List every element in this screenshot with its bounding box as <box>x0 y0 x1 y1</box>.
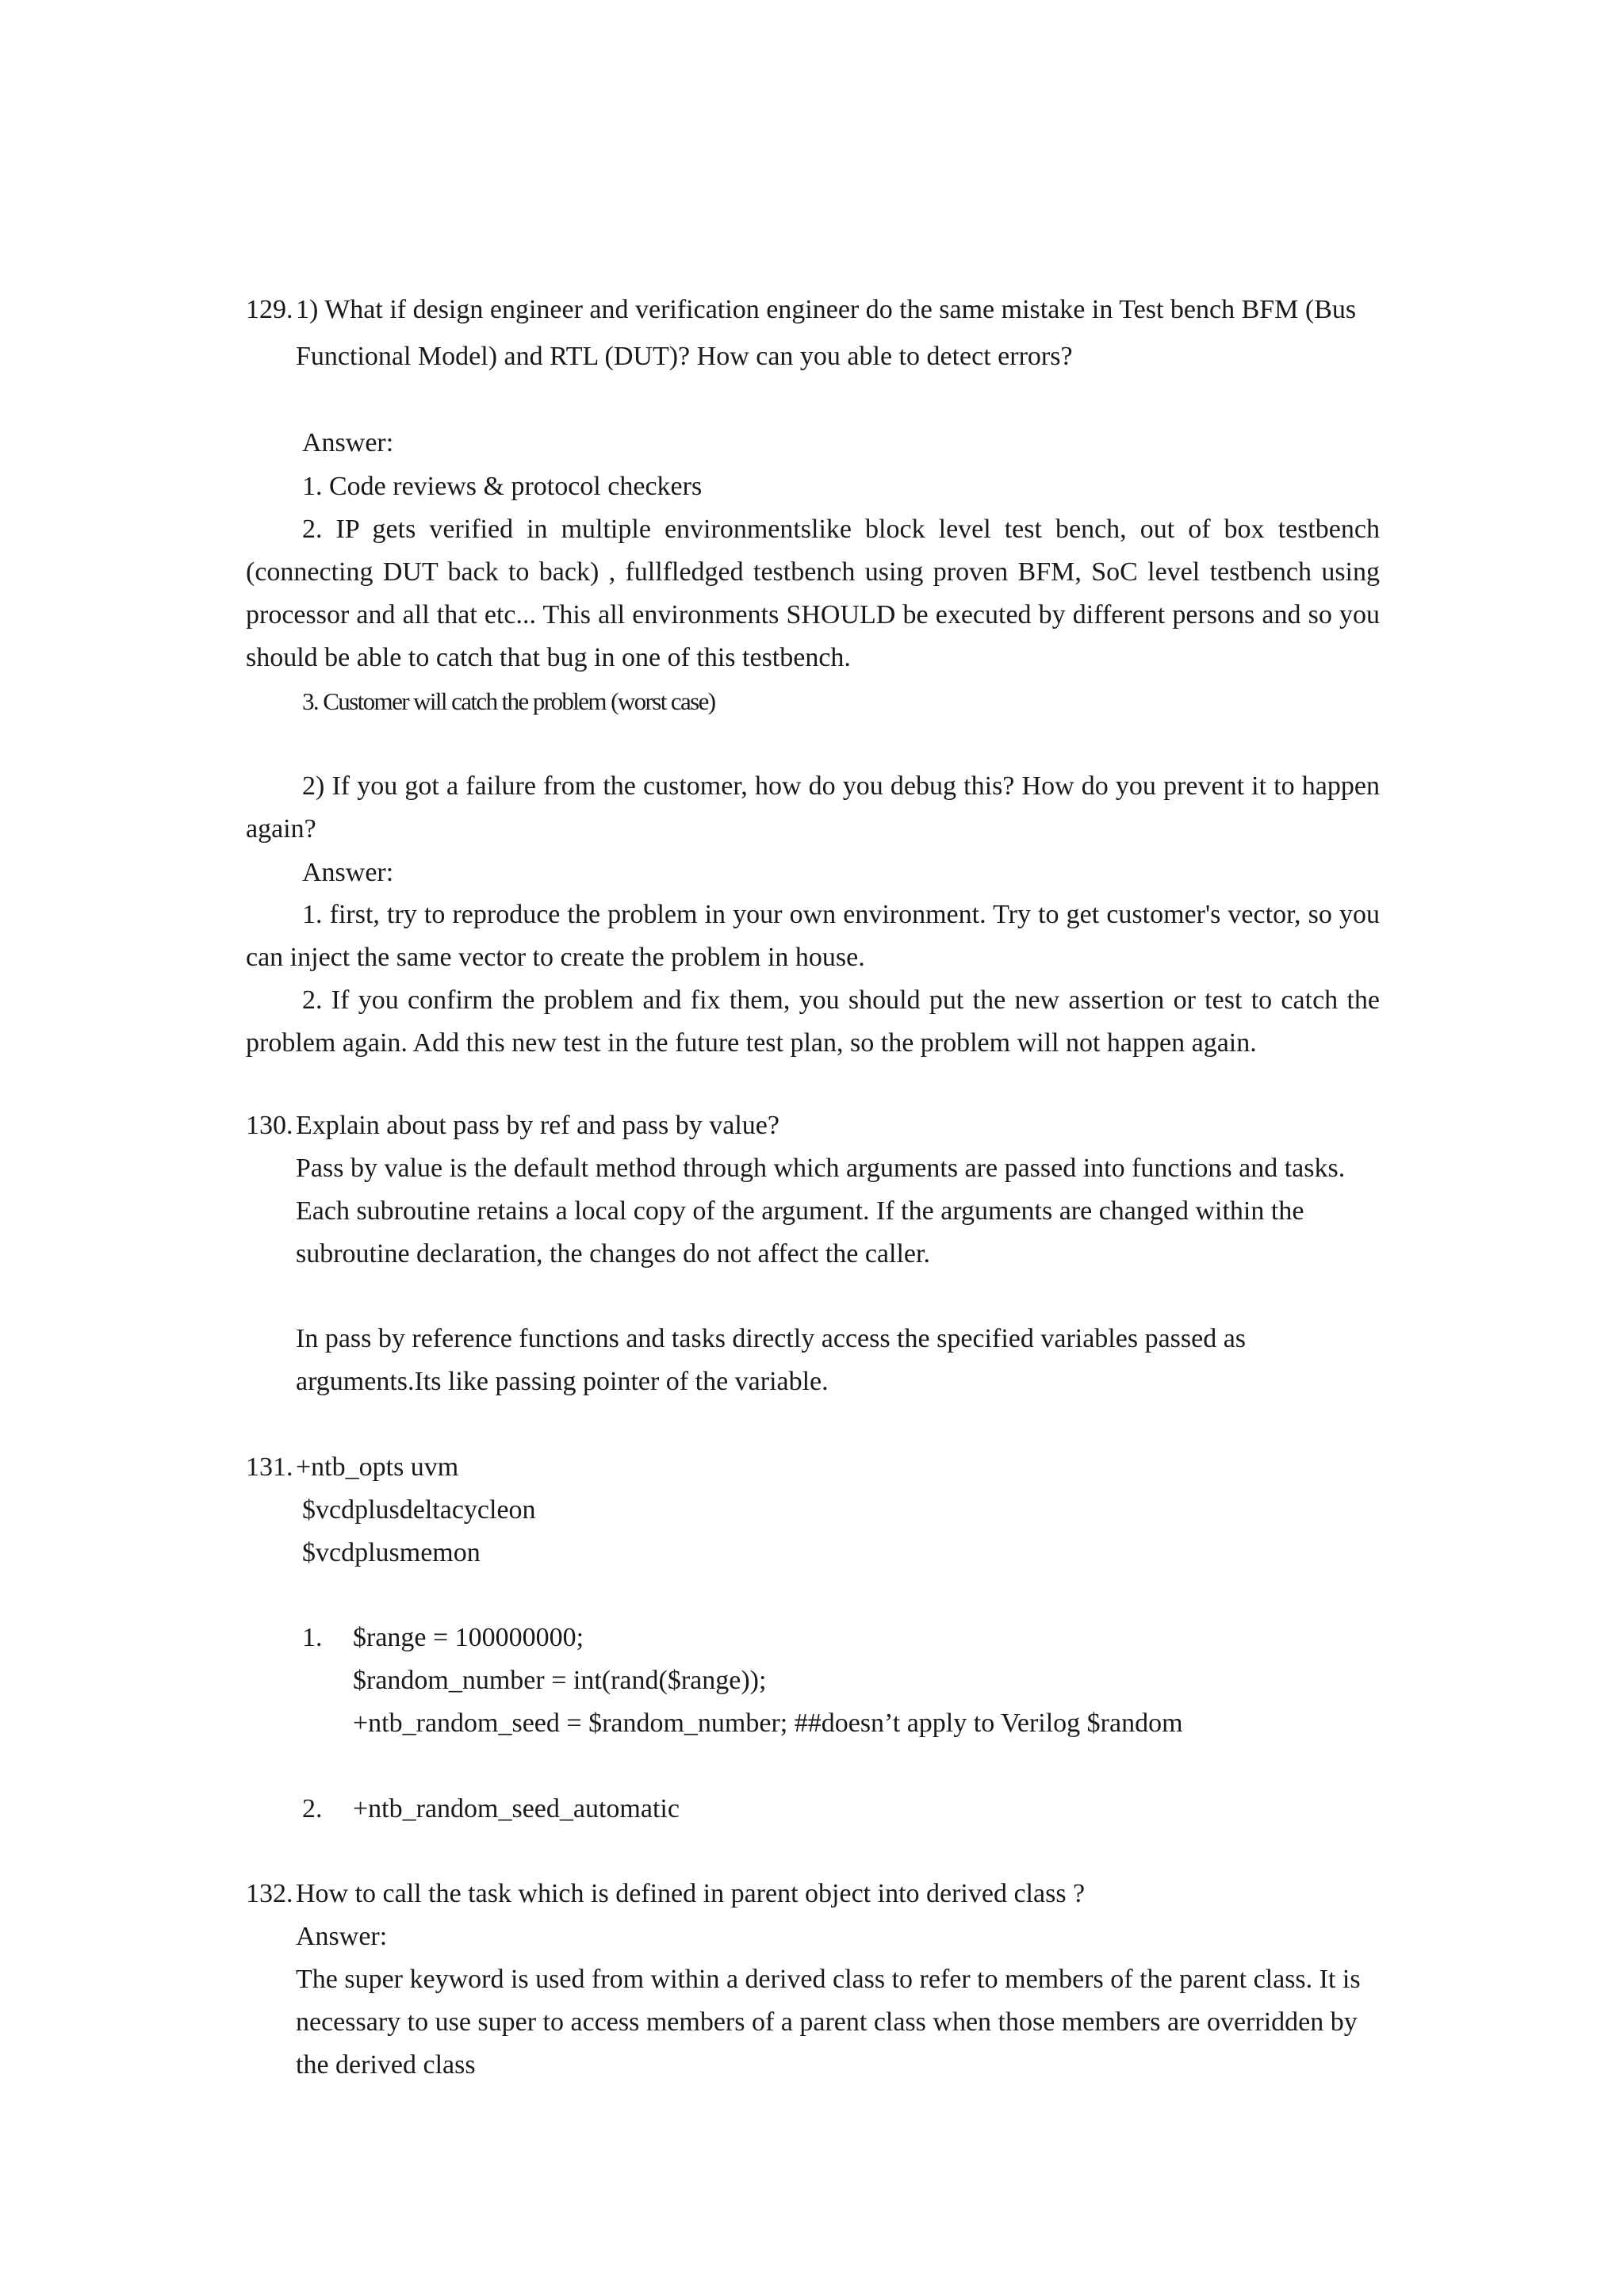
question-title: How to call the task which is defined in parent object into derived class ? <box>296 1879 1086 1908</box>
question-number: 129. <box>246 295 293 324</box>
question-number: 131. <box>246 1452 293 1482</box>
body-line-2: Each subroutine retains a local copy of the argument. If the arguments are changed within the <box>296 1196 1304 1226</box>
answer-line-1: The super keyword is used from within a derived class to refer to members of the parent class. It is <box>296 1965 1361 1994</box>
question-text-line1: 1) What if design engineer and verification engineer do the same mistake in Test bench BFM (Bus <box>296 295 1357 324</box>
part2-question: 2) If you got a failure from the customer, how do you debug this? How do you prevent it to happen again? <box>246 771 1380 844</box>
question-title: Explain about pass by ref and pass by value? <box>296 1111 779 1140</box>
answer-label: Answer: <box>296 1922 388 1951</box>
question-number: 132. <box>246 1879 293 1908</box>
code-line-2: $random_number = int(rand($range)); <box>353 1666 767 1695</box>
list-item-number: 2. <box>302 1794 323 1823</box>
body-line-1: Pass by value is the default method through which arguments are passed into functions and tasks. <box>296 1154 1346 1183</box>
code-line-1: $range = 100000000; <box>353 1623 584 1652</box>
answer-item-2: 2. IP gets verified in multiple environmentslike block level test bench, out of box testbench (connecting DUT back to back) , fullfledged testbench using proven BFM, SoC level testbench using processor and all that etc... This all environments SHOULD be executed by different persons and so you should be able to catch that bug in one of this testbench. <box>246 515 1380 672</box>
part2-answer-label: Answer: <box>302 858 394 887</box>
answer-item-1: 1. Code reviews & protocol checkers <box>302 472 703 501</box>
body-line-3: subroutine declaration, the changes do not affect the caller. <box>296 1239 930 1269</box>
question-number: 130. <box>246 1111 293 1140</box>
answer-line-2: necessary to use super to access members of a parent class when those members are overridden by <box>296 2007 1358 2037</box>
part2-item-2: 2. If you confirm the problem and fix them, you should put the new assertion or test to catch the problem again. Add this new test in the future test plan, so the problem will not happen again. <box>246 985 1380 1058</box>
part2-item-1: 1. first, try to reproduce the problem in your own environment. Try to get customer's vector, so you can inject the same vector to create the problem in house. <box>246 900 1380 972</box>
body-line-5: arguments.Its like passing pointer of the variable. <box>296 1367 829 1396</box>
answer-line-3: the derived class <box>296 2050 476 2080</box>
question-title: +ntb_opts uvm <box>296 1452 459 1482</box>
answer-item-3: 3. Customer will catch the problem (worst case) <box>302 687 715 715</box>
question-text-line2: Functional Model) and RTL (DUT)? How can you able to detect errors? <box>296 342 1073 371</box>
option-line-1: $vcdplusdeltacycleon <box>302 1495 536 1525</box>
option-line-2: $vcdplusmemon <box>302 1538 481 1567</box>
code-line-4: +ntb_random_seed_automatic <box>353 1794 680 1823</box>
code-line-3: +ntb_random_seed = $random_number; ##doesn’t apply to Verilog $random <box>353 1709 1183 1738</box>
body-line-4: In pass by reference functions and tasks directly access the specified variables passed as <box>296 1324 1247 1353</box>
list-item-number: 1. <box>302 1623 323 1652</box>
answer-label: Answer: <box>302 428 394 457</box>
